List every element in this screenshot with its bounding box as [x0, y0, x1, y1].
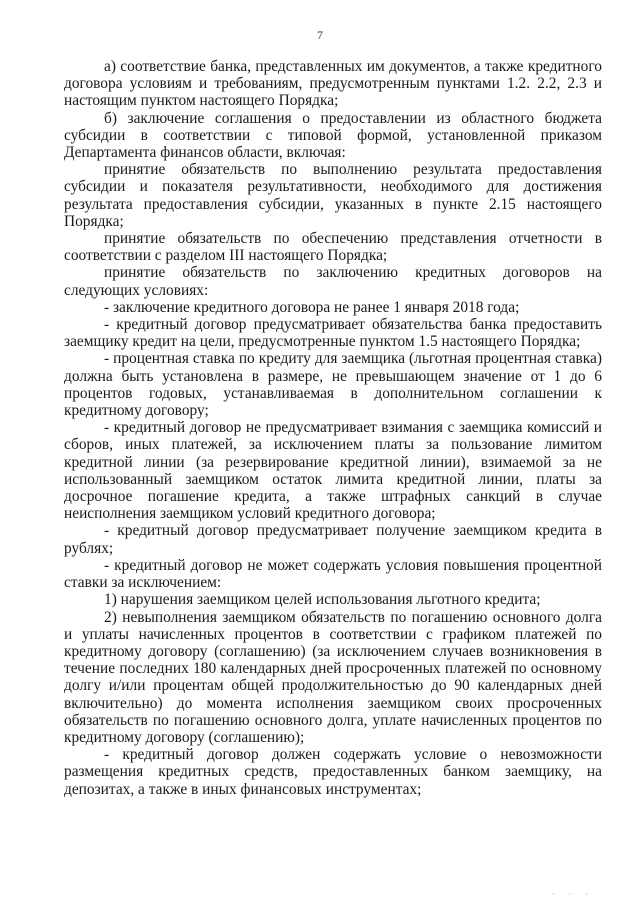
numbered-item: 2) невыполнения заемщиком обязательств по погашению основного долга и уплаты начисленных процентов в соответствии с графиком платежей по кредитному договору (соглашению) (за исключением случаев возникновения в течение последних 180 календарных дней просроченных платежей по основному долгу и/или процентам общей продолжительностью до 90 календарных дней включительно) до момента исполнения заемщиком своих просроченных обязательств по погашению основного долга, уплате начисленных процентов по кредитному договору (соглашению);	[64, 608, 602, 746]
paragraph-result-obligation: принятие обязательств по выполнению результата предоставления субсидии и показателя результативности, необходимого для достижения результата предоставления субсидии, указанных в пункте 2.15 настоящего Порядка;	[64, 161, 602, 230]
list-item: - процентная ставка по кредиту для заемщика (льготная процентная ставка) должна быть установлена в размере, не превышающем значение от 1 до 6 процентов годовых, устанавливаемая в дополнительном соглашении к кредитному договору;	[64, 350, 602, 420]
scan-marks: · · ·	[552, 890, 594, 899]
document-body	[64, 58, 602, 798]
paragraph-a: а) соответствие банка, представленных им документов, а также кредитного договора условиям и требованиям, предусмотренным пунктами 1.2. 2.2, 2.3 и настоящим пунктом настоящего Порядка;	[64, 58, 602, 110]
paragraph-credit-contracts: принятие обязательств по заключению кредитных договоров на следующих условиях:	[64, 264, 602, 299]
paragraph-b: б) заключение соглашения о предоставлении из областного бюджета субсидии в соответствии с типовой формой, установленной приказом Департамента финансов области, включая:	[64, 109, 602, 162]
page-number: 7	[317, 28, 323, 42]
list-item: - кредитный договор не предусматривает взимания с заемщика комиссий и сборов, иных платежей, за исключением платы за пользование лимитом кредитной линии (за резервирование кредитной линии), взимаемой за не использованный заемщиком остаток лимита кредитной линии, платы за досрочное погашение кредита, а также штрафных санкций в случае неисполнения заемщиком условий кредитного договора;	[64, 419, 602, 523]
list-item: - кредитный договор предусматривает обязательства банка предоставить заемщику кредит на цели, предусмотренные пунктом 1.5 настоящего Порядка;	[64, 316, 602, 351]
list-item: - заключение кредитного договора не ранее 1 января 2018 года;	[104, 298, 520, 316]
paragraph-reporting-obligation: принятие обязательств по обеспечению представления отчетности в соответствии с разделом III настоящего Порядка;	[64, 230, 602, 265]
list-item: - кредитный договор предусматривает получение заемщиком кредита в рублях;	[64, 522, 602, 557]
list-item: - кредитный договор должен содержать условие о невозможности размещения кредитных средств, предоставленных банком заемщику, на депозитах, а также в иных финансовых инструментах;	[64, 746, 602, 798]
numbered-item: 1) нарушения заемщиком целей использования льготного кредита;	[104, 591, 541, 609]
list-item: - кредитный договор не может содержать условия повышения процентной ставки за исключением:	[64, 556, 602, 592]
